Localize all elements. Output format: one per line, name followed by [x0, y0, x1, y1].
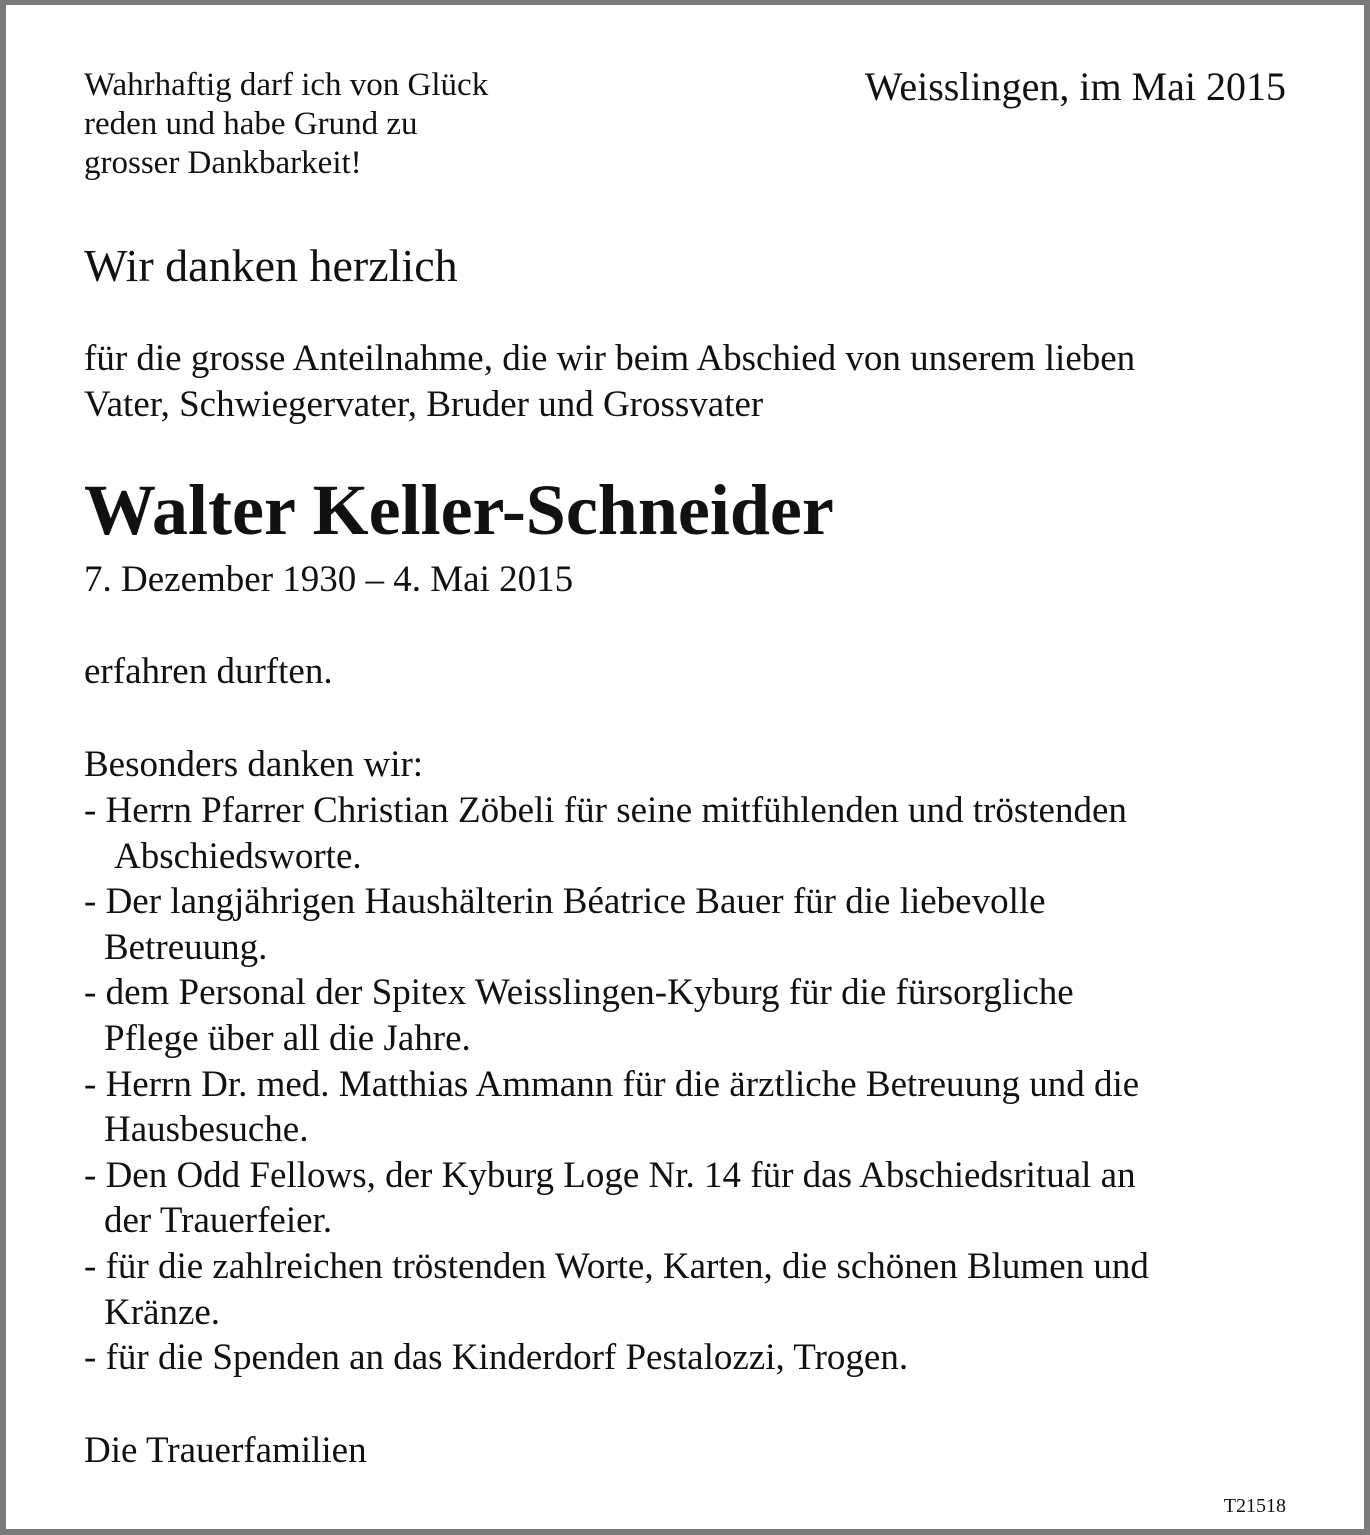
list-item-continuation: der Trauerfeier. [104, 1200, 333, 1242]
list-item-line: - Herrn Pfarrer Christian Zöbeli für seine mitfühlenden und tröstenden [84, 790, 1127, 831]
list-item-line: - Herrn Dr. med. Matthias Ammann für die ärztliche Betreuung und die [84, 1063, 1140, 1105]
list-item-continuation: Pflege über all die Jahre. [104, 1017, 471, 1059]
list-item-continuation: Abschiedsworte. [114, 835, 362, 877]
signature: Die Trauerfamilien [84, 1430, 367, 1471]
list-item [84, 970, 1149, 1061]
closing-phrase: erfahren durften. [84, 651, 333, 692]
list-item-line: - Den Odd Fellows, der Kyburg Loge Nr. 14 für das Abschiedsritual an [84, 1154, 1136, 1196]
deceased-name: Walter Keller-Schneider [84, 470, 834, 550]
list-item [84, 788, 1149, 879]
list-item-line: - Der langjährigen Haushälterin Béatrice Bauer für die liebevolle [84, 881, 1046, 923]
list-item [84, 1153, 1149, 1244]
list-item [84, 1335, 1149, 1381]
intro-line: Vater, Schwiegervater, Bruder und Grossvater [84, 384, 764, 425]
intro-paragraph [84, 336, 1135, 428]
reference-code: T21518 [1223, 1495, 1286, 1517]
intro-line: für die grosse Anteilnahme, die wir beim Abschied von unserem lieben [84, 338, 1136, 379]
list-item-continuation: Betreuung. [104, 926, 268, 968]
thanks-title: Wir danken herzlich [84, 240, 458, 291]
list-item [84, 879, 1149, 970]
life-dates: 7. Dezember 1930 – 4. Mai 2015 [84, 559, 574, 600]
special-thanks-list [84, 788, 1149, 1381]
list-item-line: - für die Spenden an das Kinderdorf Pestalozzi, Trogen. [84, 1337, 909, 1379]
list-item [84, 1244, 1149, 1335]
motto-line: reden und habe Grund zu [84, 106, 418, 142]
motto-line: Wahrhaftig darf ich von Glück [84, 67, 489, 103]
list-item-line: - für die zahlreichen tröstenden Worte, Karten, die schönen Blumen und [84, 1245, 1149, 1287]
list-item-continuation: Hausbesuche. [104, 1109, 309, 1151]
motto-line: grosser Dankbarkeit! [84, 145, 362, 181]
special-thanks-heading: Besonders danken wir: [84, 744, 424, 785]
list-item-continuation: Kränze. [104, 1291, 221, 1333]
motto-quote [84, 66, 488, 183]
list-item [84, 1062, 1149, 1153]
list-item-line: - dem Personal der Spitex Weisslingen-Kyburg für die fürsorgliche [84, 972, 1074, 1014]
place-date: Weisslingen, im Mai 2015 [864, 64, 1286, 109]
